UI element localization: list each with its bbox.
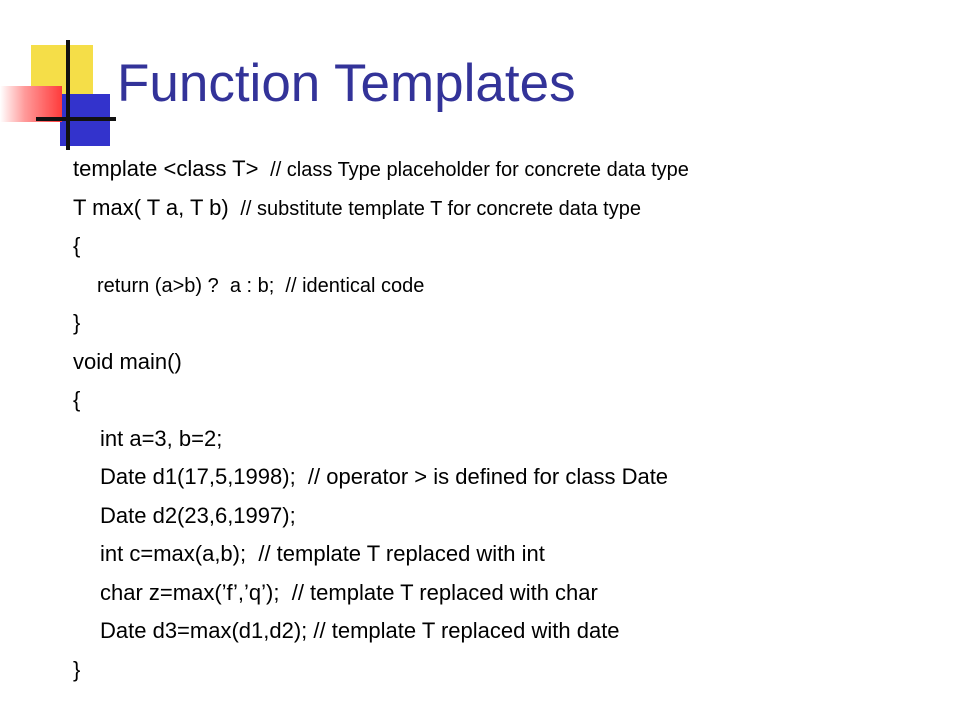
code-text: } <box>73 310 81 335</box>
code-text: Date d3=max(d1,d2); // template T replaced with date <box>100 618 620 643</box>
code-line-7 <box>73 381 943 420</box>
code-line-13 <box>73 612 943 651</box>
code-line-9 <box>73 458 943 497</box>
code-text: void main() <box>73 348 182 374</box>
code-text: Date d1(17,5,1998); // operator > is defined for class Date <box>100 464 669 489</box>
code-text: int c=max(a,b); // template T replaced with int <box>100 541 545 566</box>
decor-vertical-line <box>66 40 70 150</box>
code-text: } <box>73 656 81 682</box>
code-text: int a=3, b=2; <box>100 425 223 451</box>
code-listing <box>73 150 943 689</box>
code-comment: // class Type placeholder for concrete data type <box>264 159 689 181</box>
slide-title: Function Templates <box>117 54 576 113</box>
code-text: return (a>b) ? a : b; <box>97 274 280 297</box>
code-line-14 <box>73 651 943 690</box>
code-text: T max( T a, T b) <box>73 194 235 220</box>
code-text: { <box>73 387 81 412</box>
code-line-11 <box>73 535 943 574</box>
code-comment: // identical code <box>279 274 425 297</box>
code-line-1 <box>73 150 943 189</box>
code-line-10 <box>73 497 943 536</box>
code-line-12 <box>73 574 943 613</box>
code-text: Date d2(23,6,1997); <box>100 502 296 528</box>
code-comment: // substitute template T for concrete data type <box>234 197 641 220</box>
code-line-3 <box>73 227 943 266</box>
code-text: { <box>73 233 81 258</box>
code-line-8 <box>73 420 943 459</box>
decor-horizontal-line <box>36 117 116 121</box>
code-line-2 <box>73 189 943 228</box>
code-line-5 <box>73 304 943 343</box>
code-line-6 <box>73 343 943 382</box>
code-line-4 <box>73 266 943 305</box>
code-text: template <class T> <box>73 156 265 181</box>
code-text: char z=max(’f’,’q’); // template T replaced with char <box>100 579 598 605</box>
